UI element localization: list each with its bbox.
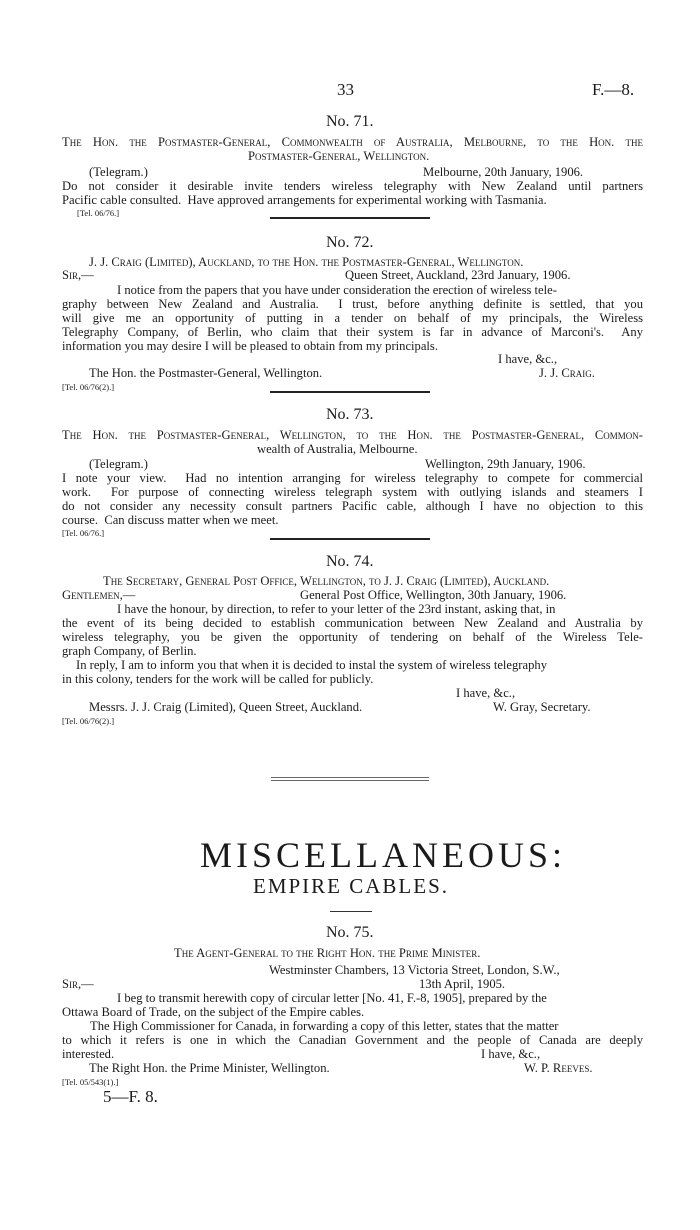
- closing: I have, &c.,: [498, 352, 558, 366]
- telegram-label: (Telegram.): [89, 165, 148, 179]
- miscellaneous-heading: MISCELLANEOUS:: [200, 835, 567, 875]
- letter-header: The Secretary, General Post Office, Wellington, to J. J. Craig (Limited), Auckland.: [103, 574, 550, 588]
- signature: J. J. Craig.: [539, 366, 595, 380]
- letter-body: the event of its being decided to establish communication between New Zealand and Australia by: [62, 616, 643, 630]
- telegram-label: (Telegram.): [89, 457, 148, 471]
- letter-header: wealth of Australia, Melbourne.: [257, 442, 418, 456]
- section-divider: [270, 538, 430, 540]
- letter-header: The Hon. the Postmaster-General, Wellington, to the Hon. the Postmaster-General, Common-: [62, 428, 643, 442]
- letter-body: information you may desire I will be pleased to obtain from my principals.: [62, 339, 438, 353]
- reference-number: [Tel. 05/543(1).]: [62, 1077, 119, 1087]
- letter-body: Pacific cable consulted. Have approved arrangements for experimental working with Tasmania.: [62, 193, 547, 207]
- letter-body: do not consider any necessity consult partners Pacific cable, although I have no objection to this: [62, 499, 643, 513]
- reference-number: [Tel. 06/76(2).]: [62, 716, 115, 726]
- reference-number: [Tel. 06/76.]: [77, 208, 120, 218]
- letter-number: No. 73.: [326, 406, 374, 423]
- section-divider: [270, 391, 430, 393]
- letter-header: [89, 255, 523, 269]
- section-divider: [270, 217, 430, 219]
- letter-address: Westminster Chambers, 13 Victoria Street, London, S.W.,: [269, 963, 560, 977]
- letter-body: interested.: [62, 1047, 115, 1061]
- letter-date: General Post Office, Wellington, 30th January, 1906.: [300, 588, 567, 602]
- document-ref: F.—8.: [592, 80, 635, 99]
- addressee: Messrs. J. J. Craig (Limited), Queen Street, Auckland.: [89, 700, 363, 714]
- letter-body: Ottawa Board of Trade, on the subject of the Empire cables.: [62, 1005, 365, 1019]
- letter-date: Wellington, 29th January, 1906.: [425, 457, 586, 471]
- letter-body: graphy between New Zealand and Australia. I trust, before anything definite is settled, that you: [62, 297, 643, 311]
- salutation: Sir,—: [62, 268, 94, 282]
- letter-number: No. 74.: [326, 553, 374, 570]
- salutation: Gentlemen,—: [62, 588, 136, 602]
- letter-date: Melbourne, 20th January, 1906.: [423, 165, 584, 179]
- letter-body: In reply, I am to inform you that when it is decided to instal the system of wireless telegraphy: [76, 658, 547, 672]
- letter-body: will give me an opportunity of putting in a tender on behalf of my principals, the Wireless: [62, 311, 643, 325]
- letter-number: No. 75.: [326, 924, 374, 941]
- reference-number: [Tel. 06/76.]: [62, 528, 105, 538]
- letter-body: Telegraphy Company, of Berlin, who claim that their system is far in advance of Marconi's. Any: [62, 325, 643, 339]
- signature: W. P. Reeves.: [524, 1061, 593, 1075]
- letter-body: I notice from the papers that you have under consideration the erection of wireless tele-: [117, 283, 557, 297]
- closing: I have, &c.,: [456, 686, 516, 700]
- letter-body: work. For purpose of connecting wireless telegraph system with outlying islands and steamers I: [62, 485, 643, 499]
- letter-date: 13th April, 1905.: [419, 977, 506, 991]
- letter-header: The Hon. the Postmaster-General, Commonwealth of Australia, Melbourne, to the Hon. the: [62, 135, 643, 149]
- letter-body: I note your view. Had no intention arranging for wireless telegraphy to compete for commercial: [62, 471, 643, 485]
- short-rule: [330, 911, 372, 912]
- double-rule: [271, 780, 429, 781]
- letter-body: in this colony, tenders for the work will be called for publicly.: [62, 672, 374, 686]
- letter-header: Postmaster-General, Wellington.: [248, 149, 430, 163]
- letter-header: The Agent-General to the Right Hon. the Prime Minister.: [174, 946, 481, 960]
- addressee: The Hon. the Postmaster-General, Wellington.: [89, 366, 323, 380]
- page-number: 33: [337, 80, 354, 99]
- addressee: The Right Hon. the Prime Minister, Wellington.: [89, 1061, 330, 1075]
- letter-body: to which it refers is one in which the Canadian Government and the people of Canada are deeply: [62, 1033, 643, 1047]
- signature: W. Gray, Secretary.: [493, 700, 591, 714]
- closing: I have, &c.,: [481, 1047, 541, 1061]
- letter-body: Do not consider it desirable invite tenders wireless telegraphy with New Zealand until partners: [62, 179, 643, 193]
- letter-body: The High Commissioner for Canada, in forwarding a copy of this letter, states that the matter: [90, 1019, 559, 1033]
- letter-date: Queen Street, Auckland, 23rd January, 1906.: [345, 268, 571, 282]
- reference-number: [Tel. 06/76(2).]: [62, 382, 115, 392]
- letter-number: No. 72.: [326, 234, 374, 251]
- letter-body: course. Can discuss matter when we meet.: [62, 513, 279, 527]
- printer-signature-mark: 5—F. 8.: [103, 1087, 158, 1106]
- letter-number: No. 71.: [326, 113, 374, 130]
- letter-body: I beg to transmit herewith copy of circular letter [No. 41, F.-8, 1905], prepared by the: [117, 991, 547, 1005]
- salutation: Sir,—: [62, 977, 94, 991]
- letter-body: wireless telegraphy, you be given the opportunity of tendering on behalf of the Wireless Tele-: [62, 630, 643, 644]
- empire-cables-heading: EMPIRE CABLES.: [253, 874, 450, 898]
- letter-body: graph Company, of Berlin.: [62, 644, 197, 658]
- letter-body: I have the honour, by direction, to refer to your letter of the 23rd instant, asking that, in: [117, 602, 556, 616]
- letter-header-text: J. J. Craig (Limited), Auckland, to the Hon. the Postmaster-General, Wellington.: [89, 255, 524, 269]
- double-rule: [271, 777, 429, 778]
